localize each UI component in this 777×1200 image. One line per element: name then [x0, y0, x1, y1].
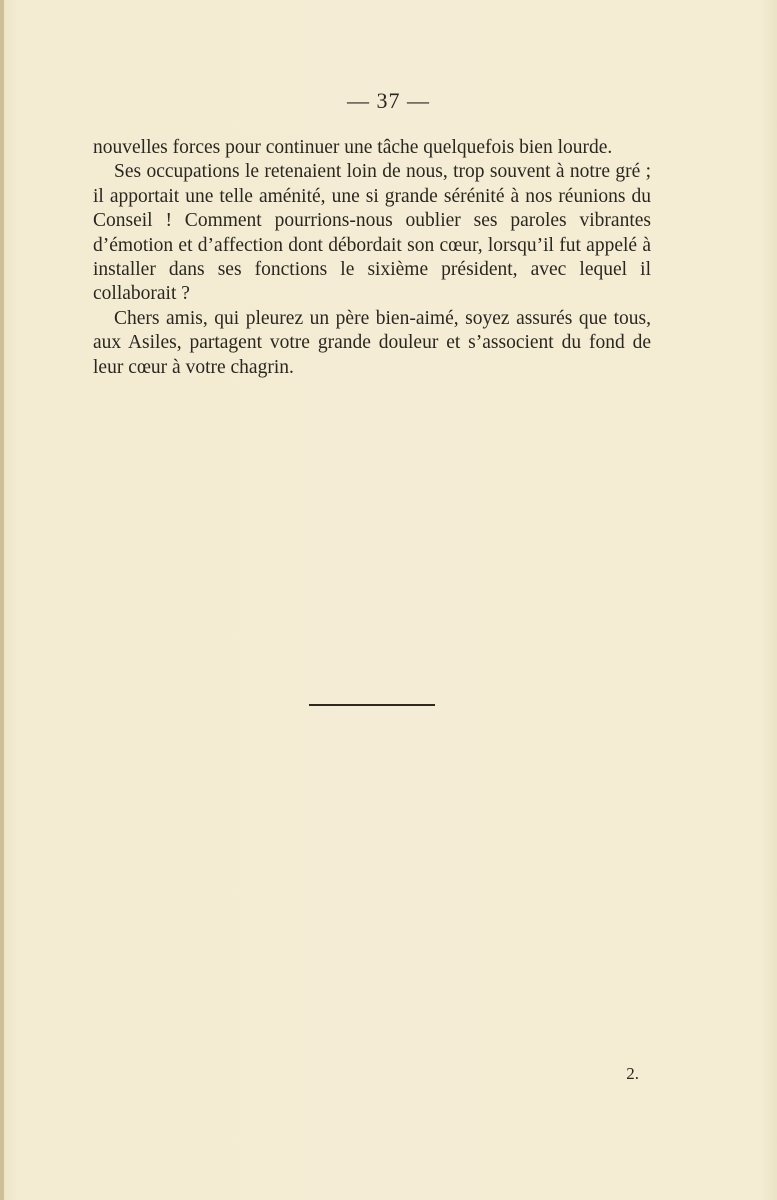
page-number: — 37 — [347, 88, 430, 113]
closing-rule-divider [309, 704, 435, 706]
paragraph-condolences: Chers amis, qui pleurez un père bien-aimé, soyez assurés que tous, aux Asiles, partagent votre grande douleur et s’associent du fond de leur cœur à votre chagrin. [93, 307, 651, 378]
paragraph-continuation: nouvelles forces pour continuer une tâche quelquefois bien lourde. [93, 137, 613, 158]
paragraph-occupations: Ses occupations le retenaient loin de nous, trop souvent à notre gré ; il apportait une telle aménité, une si grande sérénité à nos réunions du Conseil ! Comment pourrions-nous oublier ses paroles vibrantes d’émotion et d’affection dont débordait son cœur, lorsqu’il fut appelé à installer dans ses fonctions le sixième président, avec lequel il collaborait ? [93, 161, 651, 305]
page-spine-edge [0, 0, 4, 1200]
body-text [93, 136, 651, 380]
gathering-signature-mark: 2. [626, 1064, 639, 1083]
